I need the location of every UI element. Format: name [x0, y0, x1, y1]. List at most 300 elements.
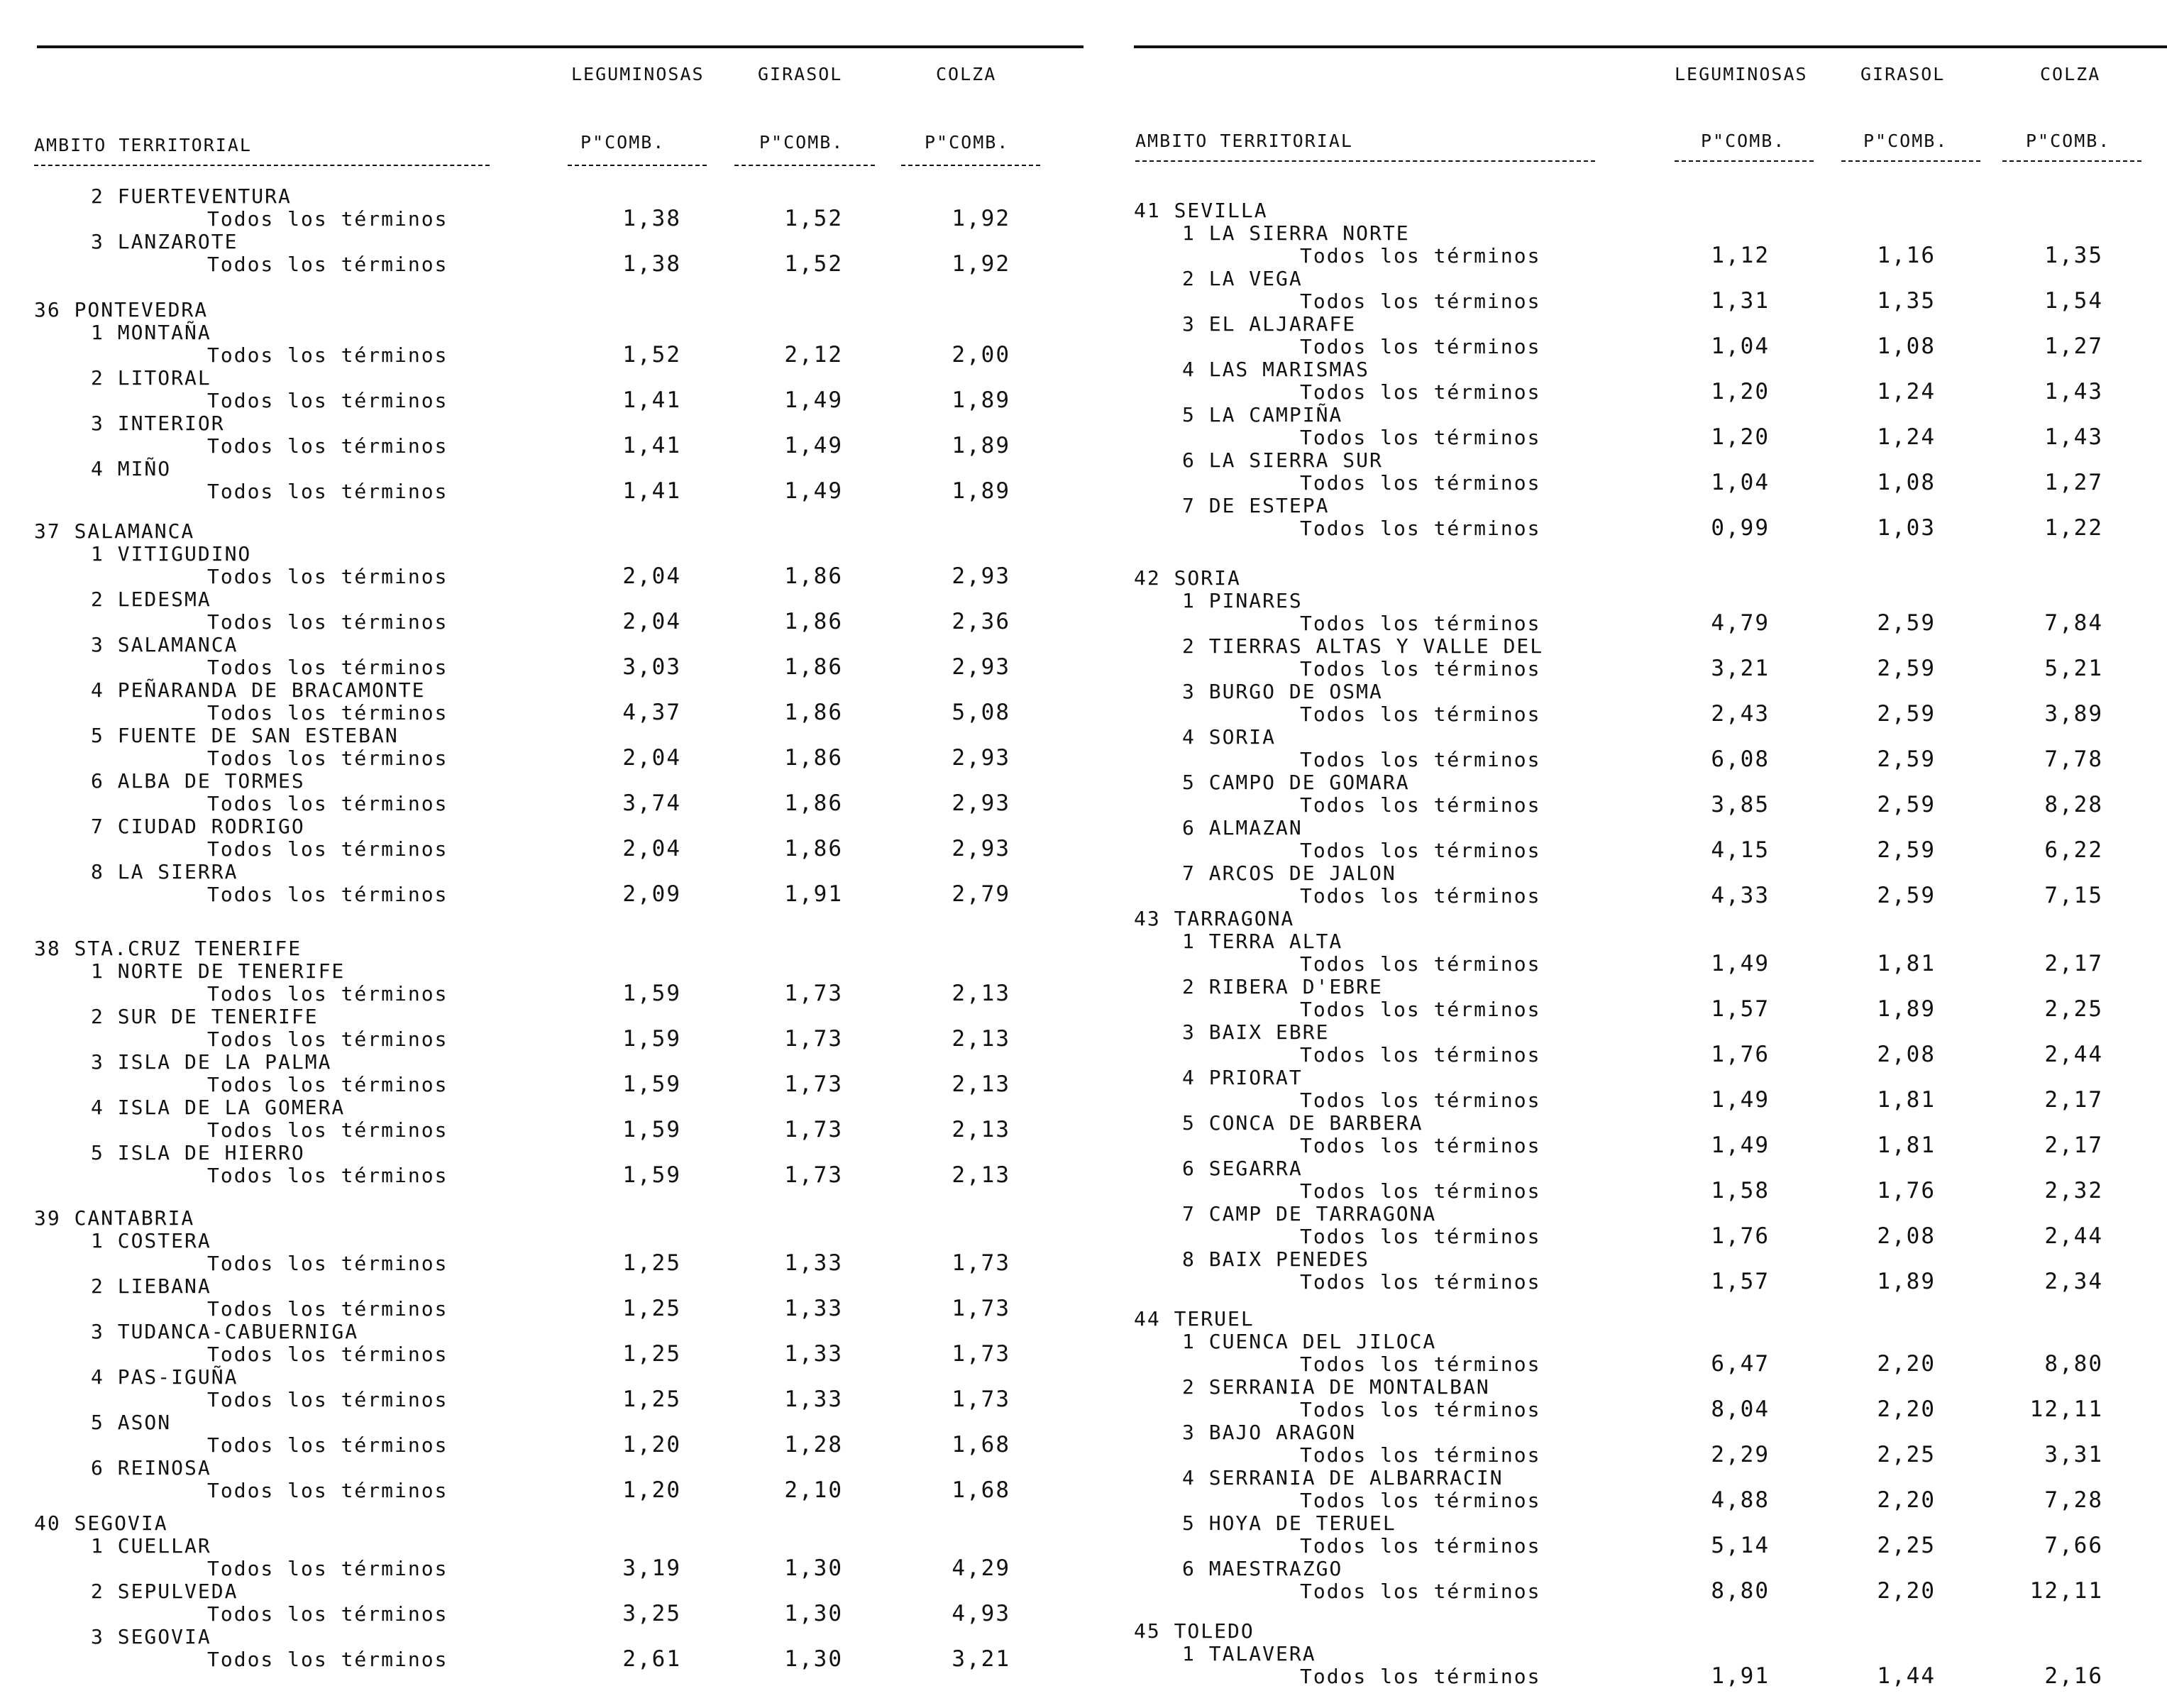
province-heading: 36 PONTEVEDRA: [34, 298, 209, 321]
terminos-label: Todos los términos: [207, 1388, 448, 1411]
leguminosas-value: 1,41: [622, 478, 681, 504]
colza-value: 4,29: [952, 1555, 1010, 1581]
column-header: GIRASOL: [758, 64, 843, 84]
comarca-name: 2 LITORAL: [91, 366, 211, 390]
leguminosas-value: 1,76: [1711, 1042, 1770, 1067]
leguminosas-value: 1,91: [1711, 1663, 1770, 1689]
girasol-value: 2,08: [1877, 1042, 1936, 1067]
comarca-name: 3 BAIX EBRE: [1182, 1020, 1330, 1044]
girasol-value: 1,73: [784, 981, 843, 1006]
comarca-name: 5 CONCA DE BARBERA: [1182, 1111, 1423, 1135]
colza-value: 7,66: [2044, 1533, 2103, 1558]
girasol-value: 1,73: [784, 1026, 843, 1052]
comarca-row: [1107, 771, 2167, 816]
leguminosas-value: 1,25: [622, 1387, 681, 1412]
leguminosas-value: 2,09: [622, 881, 681, 907]
leguminosas-value: 1,20: [622, 1477, 681, 1503]
comarca-row: [0, 412, 1084, 457]
comarca-row: [0, 1096, 1084, 1141]
terminos-label: Todos los términos: [207, 1648, 448, 1671]
terminos-label: Todos los términos: [207, 480, 448, 503]
girasol-value: 1,73: [784, 1117, 843, 1142]
terminos-label: Todos los términos: [1300, 1443, 1541, 1467]
terminos-label: Todos los términos: [1300, 290, 1541, 313]
leguminosas-value: 1,04: [1711, 334, 1770, 359]
leguminosas-value: 2,04: [622, 563, 681, 589]
terminos-label: Todos los términos: [1300, 998, 1541, 1021]
comarca-name: 1 TERRA ALTA: [1182, 930, 1343, 953]
column-header: GIRASOL: [1860, 64, 1946, 84]
girasol-value: 1,28: [784, 1432, 843, 1458]
province-heading: 40 SEGOVIA: [34, 1511, 168, 1535]
terminos-label: Todos los términos: [207, 434, 448, 458]
girasol-value: 1,33: [784, 1296, 843, 1321]
comarca-name: 6 SEGARRA: [1182, 1157, 1303, 1180]
province-heading: 41 SEVILLA: [1134, 199, 1268, 222]
girasol-value: 1,86: [784, 700, 843, 725]
header-dashed-rule: [2002, 160, 2141, 162]
subcolumn-header: P"COMB.: [580, 132, 666, 153]
girasol-value: 1,44: [1877, 1663, 1936, 1689]
comarca-name: 3 BAJO ARAGON: [1182, 1421, 1357, 1444]
leguminosas-value: 1,49: [1711, 951, 1770, 976]
colza-value: 2,16: [2044, 1663, 2103, 1689]
comarca-name: 5 LA CAMPIÑA: [1182, 403, 1343, 426]
terminos-label: Todos los términos: [207, 746, 448, 770]
column-header: LEGUMINOSAS: [571, 64, 705, 84]
colza-value: 2,13: [952, 1026, 1010, 1052]
colza-value: 2,93: [952, 836, 1010, 861]
girasol-value: 1,35: [1877, 288, 1936, 314]
comarca-name: 7 ARCOS DE JALON: [1182, 861, 1396, 885]
leguminosas-value: 4,88: [1711, 1487, 1770, 1513]
leguminosas-value: 1,31: [1711, 288, 1770, 314]
girasol-value: 1,86: [784, 836, 843, 861]
comarca-name: 2 SEPULVEDA: [91, 1580, 238, 1603]
comarca-row: [1107, 680, 2167, 725]
leguminosas-value: 1,38: [622, 251, 681, 277]
colza-value: 1,68: [952, 1477, 1010, 1503]
girasol-value: 2,25: [1877, 1533, 1936, 1558]
girasol-value: 1,76: [1877, 1178, 1936, 1203]
column-header: LEGUMINOSAS: [1675, 64, 1808, 84]
colza-value: 1,73: [952, 1250, 1010, 1276]
comarca-name: 3 SALAMANCA: [91, 633, 238, 656]
leguminosas-value: 6,47: [1711, 1351, 1770, 1377]
comarca-name: 5 ISLA DE HIERRO: [91, 1141, 305, 1164]
colza-value: 2,13: [952, 1117, 1010, 1142]
terminos-label: Todos los términos: [1300, 244, 1541, 268]
subcolumn-header: P"COMB.: [1701, 131, 1786, 151]
province-heading: 38 STA.CRUZ TENERIFE: [34, 937, 302, 960]
ambito-territorial-header: AMBITO TERRITORIAL: [34, 135, 252, 155]
terminos-label: Todos los términos: [1300, 1270, 1541, 1294]
comarca-row: [0, 633, 1084, 678]
colza-value: 2,36: [952, 609, 1010, 634]
girasol-value: 1,08: [1877, 470, 1936, 495]
comarca-name: 7 CAMP DE TARRAGONA: [1182, 1202, 1437, 1225]
colza-value: 1,89: [952, 478, 1010, 504]
colza-value: 1,43: [2044, 379, 2103, 404]
comarca-row: [0, 815, 1084, 860]
comarca-name: 4 LAS MARISMAS: [1182, 358, 1370, 381]
girasol-value: 1,91: [784, 881, 843, 907]
leguminosas-value: 1,76: [1711, 1223, 1770, 1249]
colza-value: 8,28: [2044, 792, 2103, 817]
subcolumn-header: P"COMB.: [925, 132, 1010, 153]
comarca-name: 4 MIÑO: [91, 457, 172, 480]
girasol-value: 1,86: [784, 563, 843, 589]
comarca-name: 5 FUENTE DE SAN ESTEBAN: [91, 724, 399, 747]
terminos-label: Todos los términos: [207, 1557, 448, 1580]
girasol-value: 1,16: [1877, 243, 1936, 268]
right-page: [1107, 0, 2167, 1708]
comarca-name: 1 CUELLAR: [91, 1534, 211, 1558]
leguminosas-value: 1,58: [1711, 1178, 1770, 1203]
terminos-label: Todos los términos: [1300, 1089, 1541, 1112]
comarca-name: 2 RIBERA D'EBRE: [1182, 975, 1383, 998]
terminos-label: Todos los términos: [1300, 426, 1541, 449]
province-heading: 37 SALAMANCA: [34, 519, 195, 543]
province-heading: 42 SORIA: [1134, 566, 1241, 590]
comarca-name: 4 PAS-IGUÑA: [91, 1365, 238, 1389]
terminos-label: Todos los términos: [1300, 884, 1541, 908]
girasol-value: 2,59: [1877, 883, 1936, 908]
comarca-row: [1107, 448, 2167, 494]
comarca-row: [1107, 312, 2167, 358]
comarca-row: [0, 1050, 1084, 1096]
comarca-row: [0, 588, 1084, 633]
terminos-label: Todos los términos: [1300, 748, 1541, 771]
comarca-name: 8 LA SIERRA: [91, 860, 238, 883]
leguminosas-value: 8,04: [1711, 1396, 1770, 1422]
comarca-name: 1 COSTERA: [91, 1229, 211, 1252]
colza-value: 1,27: [2044, 334, 2103, 359]
girasol-value: 1,89: [1877, 996, 1936, 1022]
colza-value: 3,89: [2044, 701, 2103, 727]
comarca-row: [0, 230, 1084, 275]
comarca-row: [1107, 1020, 2167, 1066]
leguminosas-value: 1,57: [1711, 1269, 1770, 1294]
leguminosas-value: 2,43: [1711, 701, 1770, 727]
terminos-label: Todos los términos: [1300, 612, 1541, 635]
colza-value: 2,93: [952, 654, 1010, 680]
province-heading: 39 CANTABRIA: [34, 1206, 195, 1230]
subcolumn-header: P"COMB.: [1863, 131, 1948, 151]
comarca-row: [0, 1320, 1084, 1365]
leguminosas-value: 1,41: [622, 433, 681, 458]
comarca-row: [0, 1005, 1084, 1050]
leguminosas-value: 1,20: [1711, 379, 1770, 404]
colza-value: 2,44: [2044, 1042, 2103, 1067]
girasol-value: 2,59: [1877, 746, 1936, 772]
leguminosas-value: 2,04: [622, 836, 681, 861]
colza-value: 1,89: [952, 387, 1010, 413]
comarca-row: [0, 959, 1084, 1005]
leguminosas-value: 6,08: [1711, 746, 1770, 772]
comarca-row: [0, 769, 1084, 815]
terminos-label: Todos los términos: [207, 1027, 448, 1051]
girasol-value: 2,10: [784, 1477, 843, 1503]
comarca-row: [0, 1580, 1084, 1625]
girasol-value: 1,86: [784, 790, 843, 816]
leguminosas-value: 5,14: [1711, 1533, 1770, 1558]
comarca-row: [0, 1534, 1084, 1580]
terminos-label: Todos los términos: [1300, 1352, 1541, 1376]
leguminosas-value: 3,19: [622, 1555, 681, 1581]
colza-value: 2,00: [952, 342, 1010, 368]
colza-value: 7,15: [2044, 883, 2103, 908]
comarca-name: 7 CIUDAD RODRIGO: [91, 815, 305, 838]
comarca-name: 8 BAIX PENEDES: [1182, 1247, 1370, 1271]
terminos-label: Todos los términos: [1300, 1665, 1541, 1688]
colza-value: 1,68: [952, 1432, 1010, 1458]
comarca-row: [1107, 589, 2167, 634]
header-dashed-rule: [1135, 160, 1595, 162]
comarca-row: [0, 724, 1084, 769]
girasol-value: 1,89: [1877, 1269, 1936, 1294]
comarca-name: 1 TALAVERA: [1182, 1642, 1316, 1665]
comarca-name: 3 SEGOVIA: [91, 1625, 211, 1648]
comarca-name: 1 PINARES: [1182, 589, 1303, 612]
colza-value: 1,35: [2044, 243, 2103, 268]
comarca-name: 4 SERRANIA DE ALBARRACIN: [1182, 1466, 1504, 1489]
terminos-label: Todos los términos: [1300, 1534, 1541, 1558]
comarca-row: [1107, 930, 2167, 975]
subcolumn-header: P"COMB.: [759, 132, 844, 153]
colza-value: 3,21: [952, 1646, 1010, 1672]
girasol-value: 1,49: [784, 478, 843, 504]
comarca-name: 2 FUERTEVENTURA: [91, 184, 292, 208]
colza-value: 2,93: [952, 563, 1010, 589]
comarca-name: 5 HOYA DE TERUEL: [1182, 1511, 1396, 1535]
terminos-label: Todos los términos: [207, 701, 448, 724]
terminos-label: Todos los términos: [207, 1433, 448, 1457]
girasol-value: 1,86: [784, 654, 843, 680]
comarca-name: 4 PEÑARANDA DE BRACAMONTE: [91, 678, 426, 702]
leguminosas-value: 1,25: [622, 1296, 681, 1321]
leguminosas-value: 2,29: [1711, 1442, 1770, 1467]
colza-value: 1,27: [2044, 470, 2103, 495]
colza-value: 2,32: [2044, 1178, 2103, 1203]
comarca-name: 3 ISLA DE LA PALMA: [91, 1050, 332, 1074]
terminos-label: Todos los términos: [1300, 839, 1541, 862]
girasol-value: 1,24: [1877, 424, 1936, 450]
comarca-name: 2 SERRANIA DE MONTALBAN: [1182, 1375, 1490, 1399]
leguminosas-value: 8,80: [1711, 1578, 1770, 1604]
comarca-name: 4 SORIA: [1182, 725, 1277, 749]
girasol-value: 1,30: [784, 1646, 843, 1672]
leguminosas-value: 3,25: [622, 1601, 681, 1626]
comarca-row: [0, 184, 1084, 230]
girasol-value: 2,12: [784, 342, 843, 368]
colza-value: 7,84: [2044, 610, 2103, 636]
comarca-row: [1107, 1466, 2167, 1511]
province-heading: 45 TOLEDO: [1134, 1619, 1255, 1643]
leguminosas-value: 1,59: [622, 1071, 681, 1097]
comarca-name: 2 SUR DE TENERIFE: [91, 1005, 319, 1028]
comarca-row: [0, 678, 1084, 724]
terminos-label: Todos los términos: [207, 610, 448, 634]
comarca-row: [1107, 221, 2167, 267]
colza-value: 1,22: [2044, 515, 2103, 541]
girasol-value: 1,30: [784, 1555, 843, 1581]
comarca-row: [0, 1365, 1084, 1411]
leguminosas-value: 1,59: [622, 981, 681, 1006]
terminos-label: Todos los términos: [207, 1479, 448, 1502]
girasol-value: 1,03: [1877, 515, 1936, 541]
comarca-row: [1107, 725, 2167, 771]
girasol-value: 1,86: [784, 745, 843, 771]
terminos-label: Todos los términos: [1300, 517, 1541, 540]
comarca-row: [1107, 1202, 2167, 1247]
leguminosas-value: 3,03: [622, 654, 681, 680]
leguminosas-value: 3,21: [1711, 656, 1770, 681]
leguminosas-value: 1,38: [622, 206, 681, 231]
terminos-label: Todos los términos: [207, 389, 448, 412]
colza-value: 2,17: [2044, 1133, 2103, 1158]
comarca-row: [0, 1456, 1084, 1502]
terminos-label: Todos los términos: [207, 792, 448, 815]
leguminosas-value: 4,37: [622, 700, 681, 725]
terminos-label: Todos los términos: [207, 1343, 448, 1366]
comarca-row: [1107, 861, 2167, 907]
girasol-value: 2,20: [1877, 1351, 1936, 1377]
province-heading: 43 TARRAGONA: [1134, 907, 1295, 930]
girasol-value: 1,49: [784, 433, 843, 458]
top-rule: [1134, 45, 2167, 48]
leguminosas-value: 2,61: [622, 1646, 681, 1672]
comarca-row: [1107, 1157, 2167, 1202]
colza-value: 2,13: [952, 981, 1010, 1006]
header-dashed-rule: [1675, 160, 1814, 162]
terminos-label: Todos los términos: [207, 883, 448, 906]
leguminosas-value: 1,20: [1711, 424, 1770, 450]
comarca-name: 2 LA VEGA: [1182, 267, 1303, 290]
girasol-value: 1,73: [784, 1162, 843, 1188]
colza-value: 2,34: [2044, 1269, 2103, 1294]
colza-value: 1,73: [952, 1387, 1010, 1412]
terminos-label: Todos los términos: [1300, 1225, 1541, 1248]
girasol-value: 1,49: [784, 387, 843, 413]
comarca-name: 1 VITIGUDINO: [91, 542, 252, 566]
comarca-name: 6 LA SIERRA SUR: [1182, 448, 1383, 472]
comarca-row: [1107, 1247, 2167, 1293]
leguminosas-value: 1,41: [622, 387, 681, 413]
terminos-label: Todos los términos: [207, 837, 448, 861]
comarca-name: 5 ASON: [91, 1411, 172, 1434]
terminos-label: Todos los términos: [1300, 380, 1541, 404]
comarca-name: 1 MONTAÑA: [91, 321, 211, 344]
comarca-name: 6 ALMAZAN: [1182, 816, 1303, 839]
comarca-row: [1107, 1642, 2167, 1687]
terminos-label: Todos los términos: [1300, 657, 1541, 681]
leguminosas-value: 1,12: [1711, 243, 1770, 268]
girasol-value: 2,20: [1877, 1578, 1936, 1604]
colza-value: 1,54: [2044, 288, 2103, 314]
leguminosas-value: 1,52: [622, 342, 681, 368]
girasol-value: 1,81: [1877, 1087, 1936, 1113]
comarca-row: [0, 1411, 1084, 1456]
comarca-row: [1107, 1557, 2167, 1602]
terminos-label: Todos los términos: [1300, 793, 1541, 817]
comarca-name: 3 BURGO DE OSMA: [1182, 680, 1383, 703]
colza-value: 4,93: [952, 1601, 1010, 1626]
ambito-territorial-header: AMBITO TERRITORIAL: [1135, 131, 1353, 151]
girasol-value: 1,86: [784, 609, 843, 634]
comarca-name: 3 LANZAROTE: [91, 230, 238, 253]
comarca-row: [1107, 494, 2167, 539]
province-heading: 44 TERUEL: [1134, 1307, 1255, 1330]
girasol-value: 1,33: [784, 1387, 843, 1412]
colza-value: 1,73: [952, 1296, 1010, 1321]
girasol-value: 1,81: [1877, 1133, 1936, 1158]
girasol-value: 1,33: [784, 1341, 843, 1367]
leguminosas-value: 1,04: [1711, 470, 1770, 495]
comarca-row: [0, 542, 1084, 588]
terminos-label: Todos los términos: [207, 253, 448, 276]
terminos-label: Todos los términos: [1300, 1398, 1541, 1421]
comarca-name: 1 LA SIERRA NORTE: [1182, 221, 1410, 245]
girasol-value: 2,25: [1877, 1442, 1936, 1467]
colza-value: 1,92: [952, 251, 1010, 277]
girasol-value: 2,20: [1877, 1487, 1936, 1513]
comarca-row: [1107, 1111, 2167, 1157]
colza-value: 1,89: [952, 433, 1010, 458]
terminos-label: Todos los términos: [207, 1297, 448, 1321]
comarca-name: 4 ISLA DE LA GOMERA: [91, 1096, 346, 1119]
comarca-name: 3 TUDANCA-CABUERNIGA: [91, 1320, 359, 1343]
terminos-label: Todos los términos: [207, 1073, 448, 1096]
colza-value: 2,25: [2044, 996, 2103, 1022]
top-rule: [37, 45, 1084, 48]
header-dashed-rule: [1841, 160, 1980, 162]
subcolumn-header: P"COMB.: [2026, 131, 2111, 151]
column-header: COLZA: [2040, 64, 2101, 84]
colza-value: 2,13: [952, 1162, 1010, 1188]
comarca-row: [1107, 975, 2167, 1020]
terminos-label: Todos los términos: [1300, 335, 1541, 358]
colza-value: 7,78: [2044, 746, 2103, 772]
girasol-value: 2,59: [1877, 701, 1936, 727]
header-dashed-rule: [34, 165, 490, 166]
leguminosas-value: 1,20: [622, 1432, 681, 1458]
comarca-row: [1107, 1330, 2167, 1375]
comarca-row: [1107, 358, 2167, 403]
header-dashed-rule: [901, 165, 1040, 166]
comarca-row: [1107, 403, 2167, 448]
terminos-label: Todos los términos: [207, 982, 448, 1005]
girasol-value: 2,59: [1877, 656, 1936, 681]
colza-value: 2,44: [2044, 1223, 2103, 1249]
terminos-label: Todos los términos: [207, 1252, 448, 1275]
comarca-row: [1107, 1421, 2167, 1466]
leguminosas-value: 1,25: [622, 1341, 681, 1367]
leguminosas-value: 1,49: [1711, 1087, 1770, 1113]
leguminosas-value: 1,59: [622, 1117, 681, 1142]
comarca-row: [0, 366, 1084, 412]
comarca-name: 2 LEDESMA: [91, 588, 211, 611]
colza-value: 8,80: [2044, 1351, 2103, 1377]
terminos-label: Todos los términos: [207, 1602, 448, 1626]
header-dashed-rule: [568, 165, 707, 166]
comarca-row: [0, 321, 1084, 366]
column-header: COLZA: [936, 64, 997, 84]
comarca-name: 3 EL ALJARAFE: [1182, 312, 1357, 336]
terminos-label: Todos los términos: [1300, 1489, 1541, 1512]
terminos-label: Todos los términos: [207, 656, 448, 679]
colza-value: 2,17: [2044, 951, 2103, 976]
